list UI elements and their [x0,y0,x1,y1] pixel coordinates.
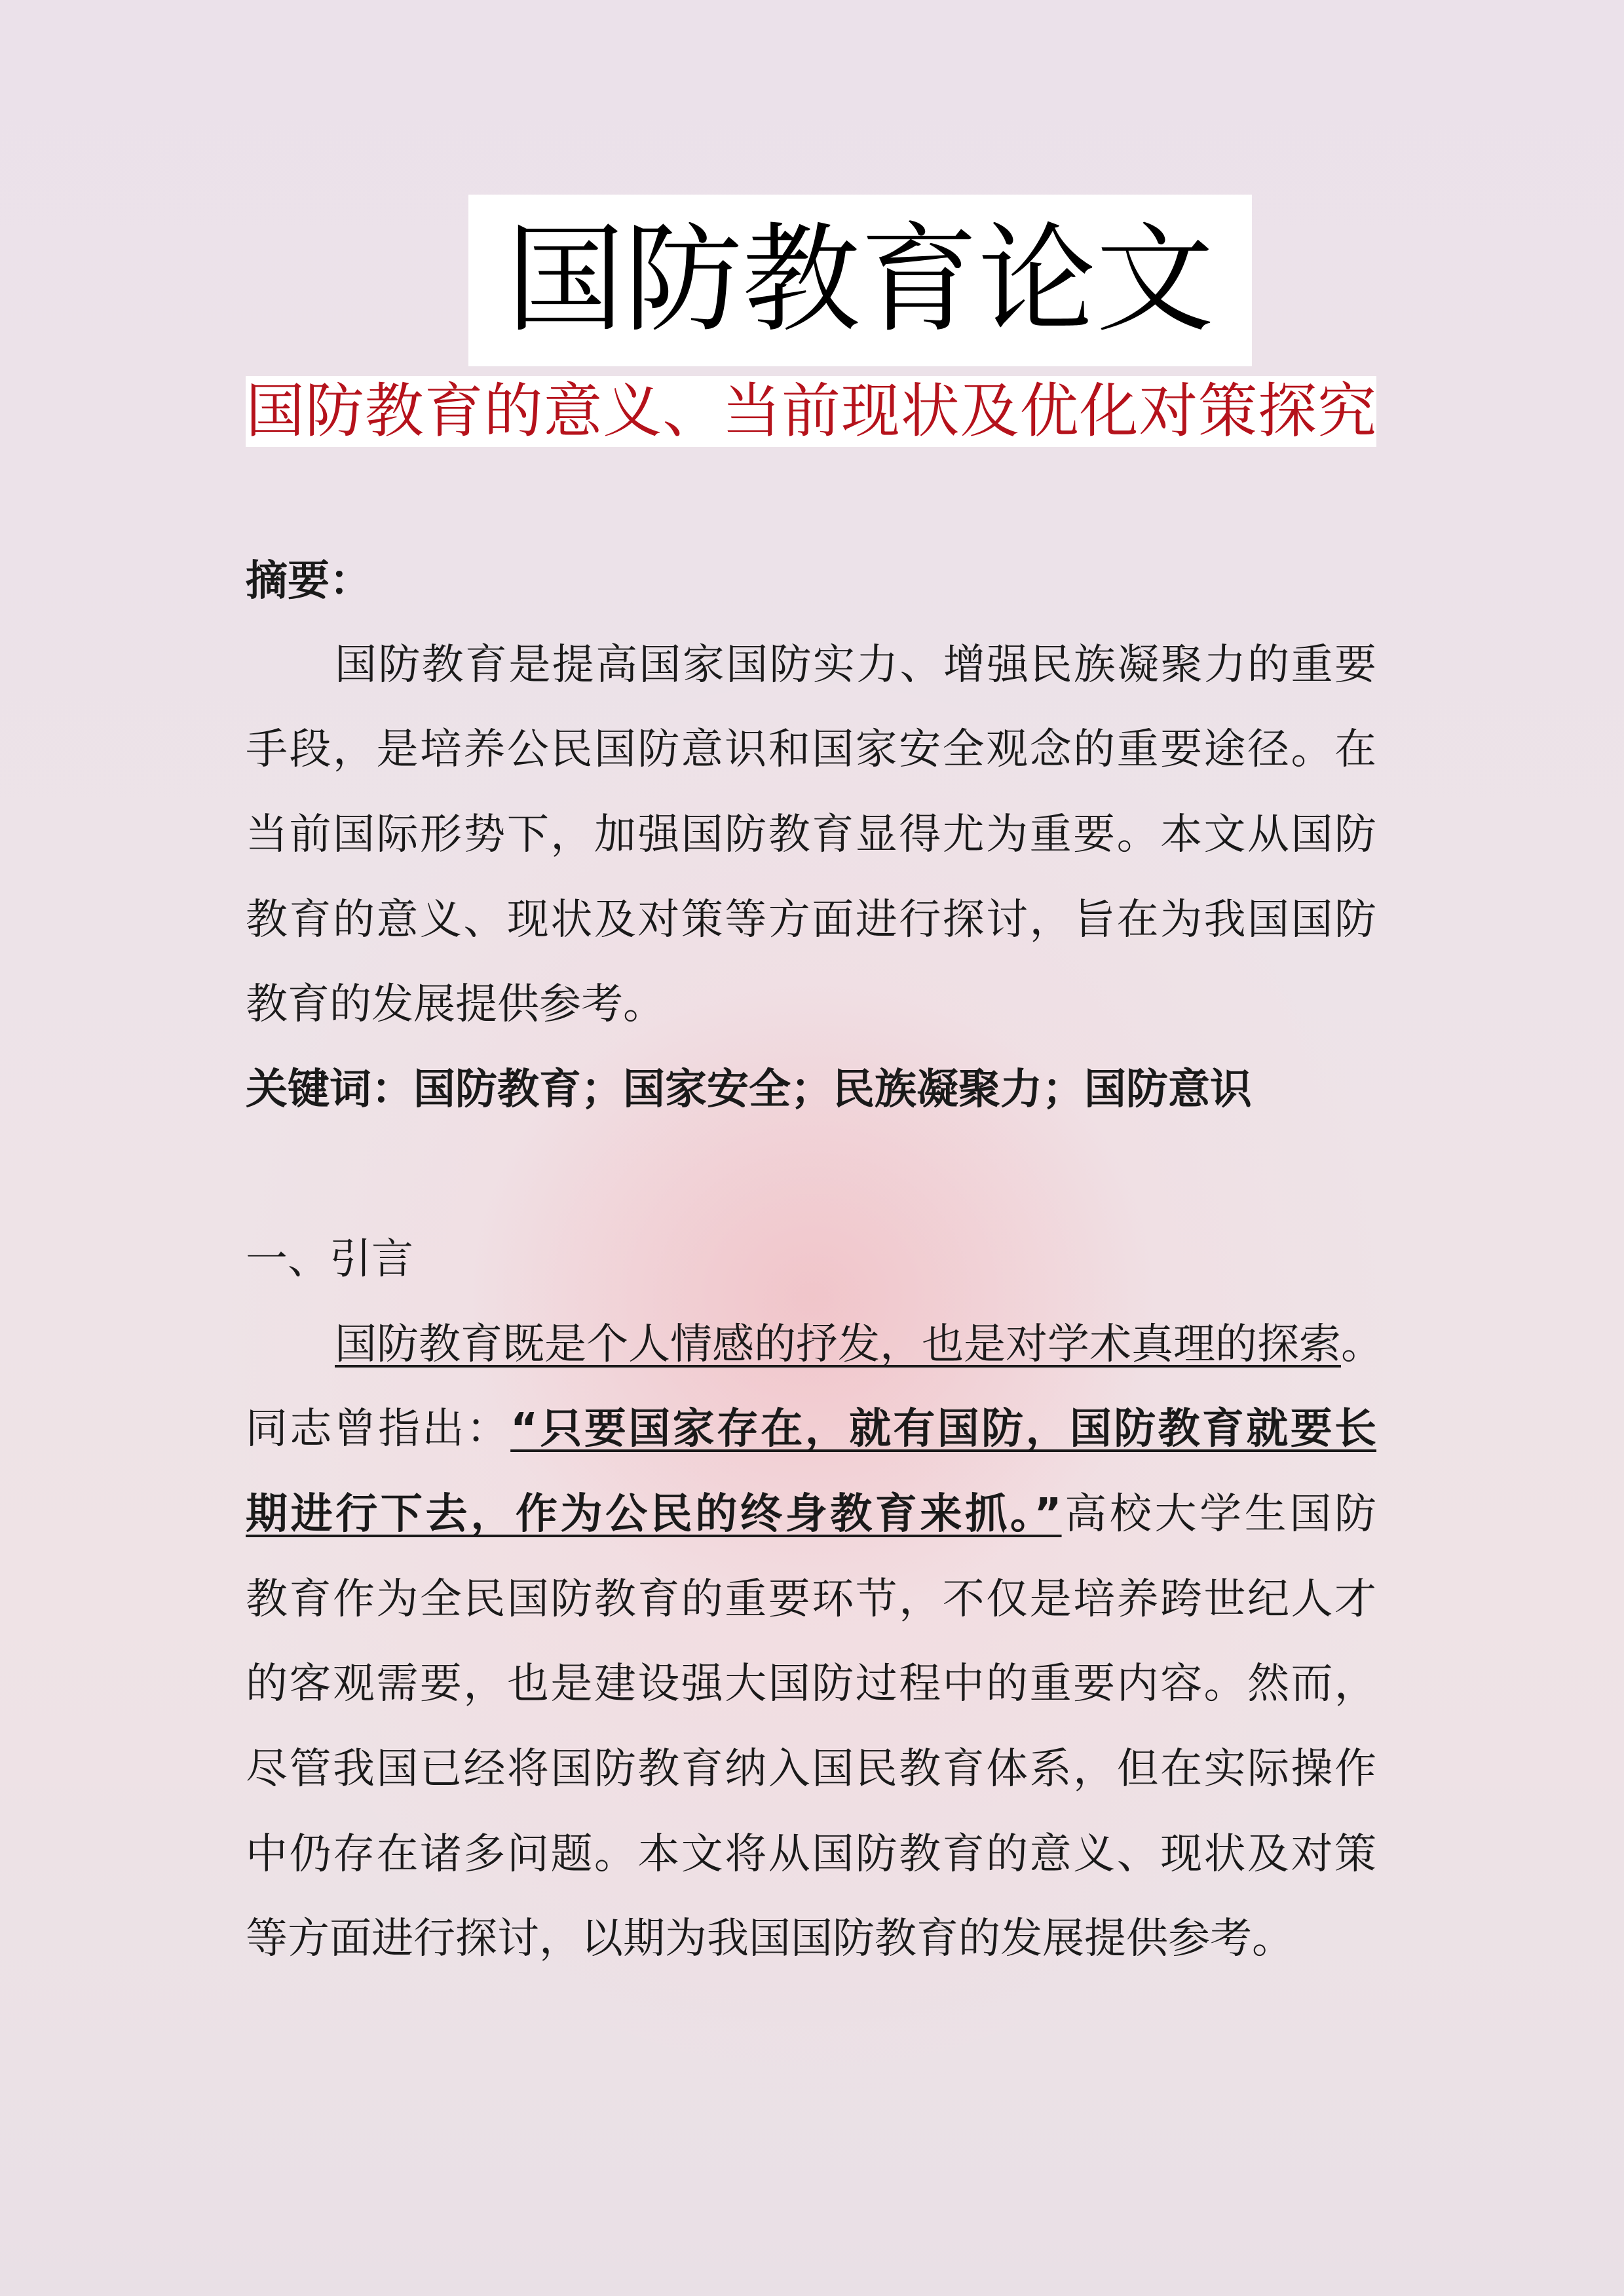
text-run: 尽管我国已经将国防教育纳入国民教育体系，但在实际操作 [246,1745,1376,1793]
body-line [246,1651,1376,1717]
body-line [246,1396,1376,1463]
text-run: 中仍存在诸多问题。本文将从国防教育的意义、现状及对策 [246,1830,1376,1879]
quote-text: “只要国家存在，就有国防，国防教育就要长 [510,1405,1377,1453]
text-run: 的客观需要，也是建设强大国防过程中的重要内容。然而， [246,1660,1376,1708]
document-title: 国防教育论文 [506,212,1214,349]
abstract-line: 当前国际形势下，加强国防教育显得尤为重要。本文从国防 [246,811,1376,859]
text-run: 。 [1341,1320,1383,1369]
abstract-line: 国防教育是提高国家国防实力、增强民族凝聚力的重要 [335,641,1376,689]
document-subtitle: 国防教育的意义、当前现状及优化对策探究 [246,377,1376,446]
body-line [246,1481,1376,1548]
subtitle-box [246,376,1376,447]
abstract-label: 摘要： [246,557,371,605]
abstract-line: 教育的意义、现状及对策等方面进行探讨，旨在为我国国防 [246,896,1376,944]
abstract-line: 手段，是培养公民国防意识和国家安全观念的重要途径。在 [246,725,1376,774]
body-line [246,1821,1376,1888]
keywords: 关键词：国防教育；国家安全；民族凝聚力；国防意识 [246,1065,1252,1114]
text-run: 等方面进行探讨，以期为我国国防教育的发展提供参考。 [246,1915,1294,1963]
body-line [246,1311,1383,1378]
body-line [246,1566,1376,1633]
quote-text: 期进行下去，作为公民的终身教育来抓。” [246,1490,1062,1539]
abstract-line: 教育的发展提供参考。 [246,980,665,1029]
text-run: 教育作为全民国防教育的重要环节，不仅是培养跨世纪人才 [246,1575,1376,1624]
title-box [468,195,1252,366]
body-line [246,1905,1376,1972]
body-line [246,1736,1376,1803]
text-run: 高校大学生国防 [1061,1490,1377,1539]
text-run: 国防教育既是个人情感的抒发，也是对学术真理的探索 [335,1320,1341,1369]
text-run: 同志曾指出： [246,1405,511,1453]
section-heading: 一、引言 [246,1235,413,1284]
